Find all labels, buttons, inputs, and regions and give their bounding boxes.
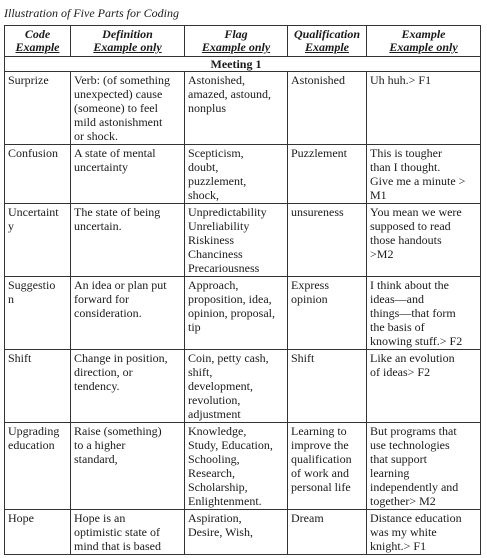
- example-text: You mean we were supposed to read those handouts >M2: [370, 205, 462, 261]
- flag-cell: [185, 423, 288, 510]
- definition-cell: [71, 204, 185, 277]
- code-text: Upgrading education: [8, 424, 60, 452]
- meeting-spacer: [288, 57, 367, 72]
- code-cell: [5, 277, 71, 350]
- table-row: [5, 350, 481, 423]
- qualification-cell: [288, 510, 367, 555]
- example-text: But programs that use technologies that support learning independently and together> M2: [370, 424, 459, 508]
- header-example-sub: Example only: [389, 40, 458, 54]
- meeting-spacer: [367, 57, 481, 72]
- flag-text: Unpredictability Unreliability Riskiness Chanciness Precariousness: [188, 205, 267, 275]
- flag-cell: [185, 145, 288, 204]
- definition-text: Change in position, direction, or tendency.: [74, 351, 168, 393]
- header-example: [367, 26, 481, 57]
- definition-cell: [71, 350, 185, 423]
- flag-text: Approach, proposition, idea, opinion, proposal, tip: [188, 278, 275, 334]
- qualification-cell: [288, 277, 367, 350]
- header-code-sub: Example: [15, 40, 60, 54]
- example-cell: [367, 145, 481, 204]
- qualification-text: Express opinion: [291, 278, 329, 306]
- definition-cell: [71, 72, 185, 145]
- code-text: Shift: [8, 351, 32, 365]
- header-definition-title: Definition: [102, 27, 153, 41]
- example-cell: [367, 350, 481, 423]
- meeting-spacer: [5, 57, 71, 72]
- flag-cell: [185, 277, 288, 350]
- table-row: [5, 277, 481, 350]
- header-flag: [185, 26, 288, 57]
- qualification-cell: [288, 145, 367, 204]
- header-qualification-title: Qualification: [293, 27, 360, 41]
- definition-cell: [71, 423, 185, 510]
- definition-cell: [71, 510, 185, 555]
- qualification-text: Astonished: [291, 73, 345, 87]
- header-flag-sub: Example only: [201, 40, 271, 54]
- header-example-title: Example: [401, 27, 446, 41]
- code-cell: [5, 423, 71, 510]
- flag-text: Coin, petty cash, shift, development, revolution, adjustment: [188, 351, 269, 421]
- qualification-text: Learning to improve the qualification of work and personal life: [291, 424, 352, 494]
- definition-text: A state of mental uncertainty: [74, 146, 156, 174]
- table-row: [5, 72, 481, 145]
- qualification-text: Puzzlement: [291, 146, 347, 160]
- meeting-spacer: [71, 57, 185, 72]
- qualification-cell: [288, 204, 367, 277]
- definition-text: Hope is an optimistic state of mind that is based: [74, 511, 161, 553]
- header-code-title: Code: [24, 27, 51, 41]
- header-qualification: [288, 26, 367, 57]
- coding-table: [4, 25, 481, 555]
- flag-cell: [185, 350, 288, 423]
- code-text: Uncertaint y: [8, 205, 59, 233]
- example-cell: [367, 423, 481, 510]
- meeting-label: Meeting 1: [185, 57, 288, 72]
- example-text: Uh huh.> F1: [370, 73, 432, 87]
- flag-cell: [185, 72, 288, 145]
- example-cell: [367, 72, 481, 145]
- flag-text: Astonished, amazed, astound, nonplus: [188, 73, 271, 115]
- example-text: Distance education was my white knight.> F1: [370, 511, 462, 553]
- meeting-row: [5, 57, 481, 72]
- qualification-cell: [288, 423, 367, 510]
- flag-text: Aspiration, Desire, Wish,: [188, 511, 253, 539]
- table-row: [5, 204, 481, 277]
- example-text: This is tougher than I thought. Give me a minute > M1: [370, 146, 466, 202]
- code-text: Suggestio n: [8, 278, 56, 306]
- header-flag-title: Flag: [224, 27, 248, 41]
- definition-text: The state of being uncertain.: [74, 205, 161, 233]
- qualification-text: unsureness: [291, 205, 344, 219]
- qualification-text: Shift: [291, 351, 315, 365]
- definition-cell: [71, 145, 185, 204]
- example-text: I think about the ideas—and things—that form the basis of knowing stuff.> F2: [370, 278, 463, 348]
- definition-text: Verb: (of something unexpected) cause (someone) to feel mild astonishment or shock.: [74, 73, 170, 143]
- qualification-cell: [288, 350, 367, 423]
- header-definition: [71, 26, 185, 57]
- example-text: Like an evolution of ideas> F2: [370, 351, 455, 379]
- qualification-text: Dream: [291, 511, 324, 525]
- flag-text: Knowledge, Study, Education, Schooling, Research, Scholarship, Enlightenment.: [188, 424, 273, 508]
- header-row: [5, 26, 481, 57]
- definition-text: An idea or plan put forward for consideration.: [74, 278, 167, 320]
- header-definition-sub: Example only: [93, 40, 162, 54]
- header-qualification-sub: Example: [305, 40, 349, 54]
- table-row: [5, 423, 481, 510]
- flag-cell: [185, 204, 288, 277]
- code-cell: [5, 350, 71, 423]
- example-cell: [367, 277, 481, 350]
- table-row: [5, 510, 481, 555]
- code-text: Hope: [8, 511, 34, 525]
- code-text: Confusion: [8, 146, 59, 160]
- flag-cell: [185, 510, 288, 555]
- header-code: [5, 26, 71, 57]
- code-cell: [5, 145, 71, 204]
- table-caption: Illustration of Five Parts for Coding: [4, 6, 180, 20]
- table-row: [5, 145, 481, 204]
- example-cell: [367, 510, 481, 555]
- qualification-cell: [288, 72, 367, 145]
- definition-cell: [71, 277, 185, 350]
- code-cell: [5, 72, 71, 145]
- flag-text: Scepticism, doubt, puzzlement, shock,: [188, 146, 247, 202]
- code-cell: [5, 510, 71, 555]
- definition-text: Raise (something) to a higher standard,: [74, 424, 162, 466]
- code-text: Surprize: [8, 73, 49, 87]
- example-cell: [367, 204, 481, 277]
- code-cell: [5, 204, 71, 277]
